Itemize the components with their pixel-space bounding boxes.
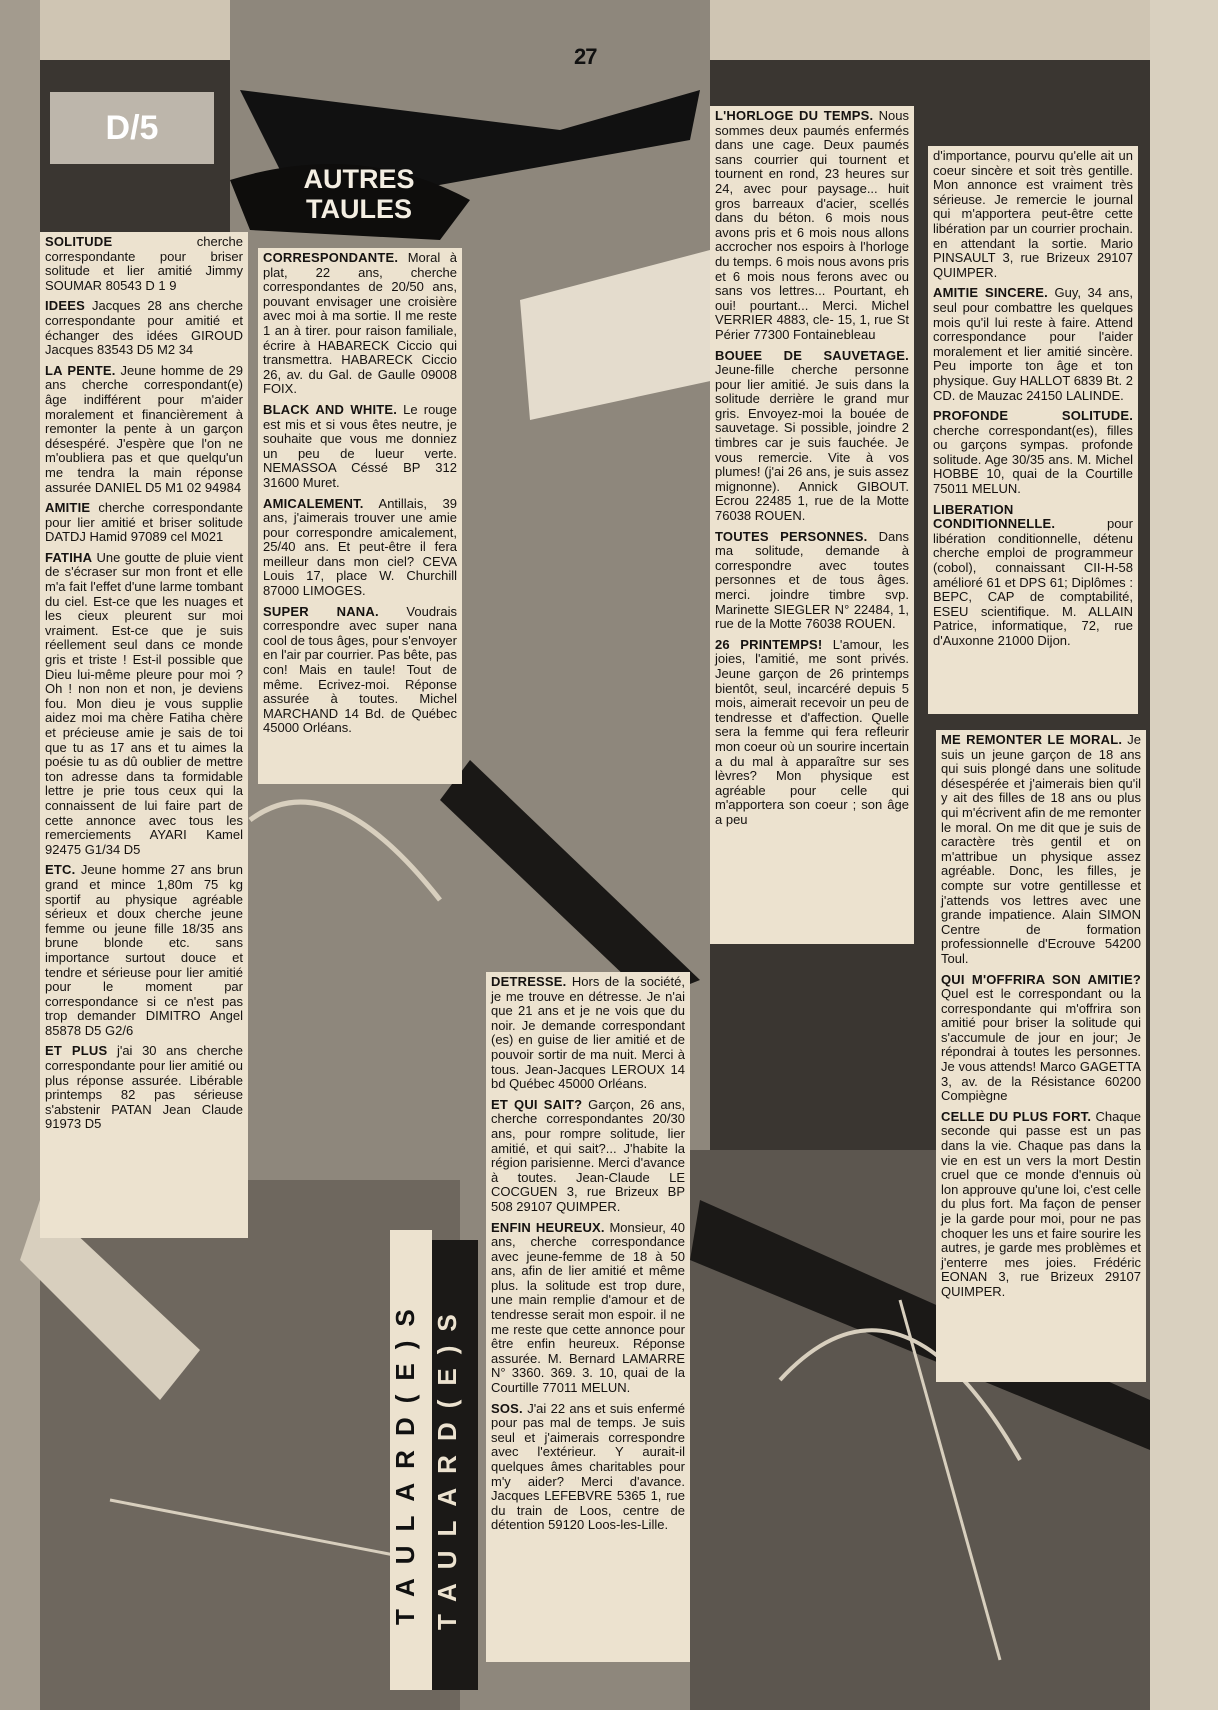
ad [715,109,909,343]
ad [45,551,243,857]
ad [45,299,243,357]
column-3b [486,972,690,1662]
ad-title: L'HORLOGE DU TEMPS. [715,108,874,123]
ad [263,605,457,736]
ad-title: ET PLUS [45,1043,108,1059]
ad-title: SOLITUDE [45,234,113,249]
ad-text: Jeune homme de 29 ans cherche correspondant(e) âge indifférent pour m'aider moralement et financièrement à remonter la pente à un garçon désespéré. J'espère que l'on ne m'oubliera pas et que quelqu'un me tendra la main réponse assurée DANIEL D5 M1 02 94984 [45,362,243,495]
ad-title: ET QUI SAIT? [491,1096,583,1112]
ad-title: ENFIN HEUREUX. [491,1219,605,1235]
ad-title: CORRESPONDANTE. [263,250,399,265]
ad-text: j'ai 30 ans cherche correspondante pour lier amitié ou plus réponse assurée. Libérable printemps 82 pas sérieuse s'abstenir PATAN Jean Claude 91973 D5 [45,1043,244,1132]
ad [933,503,1133,649]
ad-text: Je suis un jeune garçon de 18 ans qui suis plongé dans une solitude désespérée et j'aimerais bien qu'il y ait des filles de 18 ans ou plus qui m'écrivent afin de me remonter le moral. On me dit que je suis de caractère très gentil et on m'attribue un physique assez agréable. Donc, les filles, je compte sur votre gentillesse et j'attends vos lettres avec une grande impatience. Alain SIMON Centre de formation professionnelle d'Ecrouve 54200 Toul. [941,732,1142,966]
ad-title: AMITIE SINCERE. [933,285,1048,301]
ad-title: CELLE DU PLUS FORT. [941,1108,1092,1124]
ad-text: Chaque seconde qui passe est un pas dans la vie. Chaque pas dans la vie en est un vers la mort Destin cruel que ce monde d'ennuis où lon approuve qu'une loi, c'est celle du plus fort. Ma façon de penser je la garde pour moi, pour ne pas choquer les uns et faire sourire les autres, je garde mes problèmes et j'enterre mes joies. Frédéric EONAN 3, rue Brizeux 29107 QUIMPER. [941,1108,1142,1299]
ad-title: LA PENTE. [45,362,116,378]
ad-title: AMITIE [45,500,91,516]
ad [933,149,1133,280]
ad [45,235,243,293]
ad [715,530,909,632]
ad-text: Moral à plat, 22 ans, cherche correspondantes de 20/50 ans, pouvant envisager une croisière avec moi à ma sortie. Il me reste 1 an à tirer. pour raison familiale, écrire à HABARECK Ciccio qui transmettra. HABARECK Ciccio 26, av. du Gal. de Gaulle 09008 FOIX. [263,250,457,397]
ad [715,349,909,524]
ad-title: SOS. [491,1400,523,1416]
ad-title: DETRESSE. [491,974,567,989]
ad [491,975,685,1092]
ad [45,364,243,495]
ad [715,638,909,828]
ad-text: Hors de la société, je me trouve en détresse. Je n'ai que 21 ans et je ne vois que du noir. Je demande correspondant (es) en guise de lier amitié et de pouvoir sortir de ma nuit. Merci à tous. Jean-Jacques LEROUX 14 bd Québec 45000 Orléans. [491,974,685,1092]
ad-text: Jeune homme 27 ans brun grand et mince 1,80m 75 kg sportif au physique agréable sérieux et doux cherche jeune femme ou jeune fille 18/35 ans brune blonde etc. sans importance surtout douce et tendre et sérieuse pour lier amitié pour le moment par correspondance si ce n'est pas trop demander DIMITRO Angel 85878 D5 G2/6 [45,862,243,1038]
ad-title: IDEES [45,298,86,314]
ad [263,497,457,599]
ad-text: Garçon, 26 ans, cherche correspondantes 20/30 ans, pour rompre solitude, lier amitié, et qui sait?... J'habite la région parisienne. Merci d'avance à toutes. Jean-Claude LE COCGUEN 3, rue Brizeux BP 508 29107 QUIMPER. [491,1096,685,1214]
section-badge: D/5 [50,92,214,164]
ad [933,286,1133,403]
page-number: 27 [574,44,597,69]
ad [491,1221,685,1396]
ad [491,1402,685,1533]
column-2 [258,248,462,784]
section-headline: AUTRES TAULES [303,164,415,224]
ad-text: Le rouge est mis et si vous êtes neutre, je souhaite que vous me donniez un peu de lueur verte. NEMASSOA Céssé BP 312 31600 Muret. [263,401,457,490]
ad-text: Jeune-fille cherche personne pour lier amitié. Je suis dans la solitude derrière le grand mur gris. Envoyez-moi la bouée de sauvetage. Si possible, joindre 2 timbres car je suis fauchée. Je vous remercie. Vite à vos plumes! (j'ai 26 ans, je suis assez mignonne). Annick GIBOUT. Ecrou 22485 1, rue de la Motte 76038 ROUEN. [715,362,909,524]
ad-text: Nous sommes deux paumés enfermés dans une cage. Deux paumés sans courrier qui tournent et tournent en rond, 23 heures sur 24, avec pour paysage... huit gros barreaux d'acier, scellés dans du béton. 6 mois nous avons pris et 6 mois nous allons accrocher nos espoirs à l'horloge du temps. 6 mois nous avons pris et 6 mois nous ferons avec ou sans vos lettres... Pourtant, eh oui! pourtant... Merci. Michel VERRIER 4883, cle- 15, 1, rue St Périer 77300 Fontainebleau [715,108,909,342]
ad-title: ME REMONTER LE MORAL. [941,732,1123,747]
ad-title: TOUTES PERSONNES. [715,528,868,544]
ad-title: PROFONDE SOLITUDE. [933,408,1133,424]
ad-title: ETC. [45,862,76,878]
ad-text: Monsieur, 40 ans, cherche correspondance avec jeune-femme de 18 à 50 ans, afin de lier amitié et même plus. la solitude est trop dure, une main remplie d'amour et de tendresse serait mon espoir. il ne me reste que cette annonce pour être enfin heureux. Réponse assurée. M. Bernard LAMARRE N° 3360. 369. 3. 10, quai de la Courtille 77011 MELUN. [491,1219,686,1396]
ad-text: cherche correspondante pour briser solitude et lier amitié Jimmy SOUMAR 80543 D 1 9 [45,234,243,293]
ad-title: SUPER NANA. [263,603,379,619]
ad-text: Une goutte de pluie vient de s'écraser sur mon front et elle m'a fait l'effet d'une larme tombant du ciel. Est-ce que les nuages et les cieux pleurent sur moi vraiment. Est-ce que je suis réellement seul dans ce monde gris et triste ! Est-il possible que Dieu lui-même pleure pour moi ? Oh ! non non et non, je deviens fou. Mon dieu je vous supplie aidez moi ma chère Fatiha chère et précieuse amie je sais de toi que tu as 17 ans et tu aimes la poésie tu as dû oublier de mettre ton adresse dans ta formidable lettre je prie tous ceux qui la connaissent de lui faire part de cette annonce avec tous les remerciements AYARI Kamel 92475 G1/34 D5 [45,549,243,857]
ad [263,251,457,397]
ad-title: 26 PRINTEMPS! [715,636,823,652]
ad-text: d'importance, pourvu qu'elle ait un coeur sincère et soit très gentille. Mon annonce est vraiment très sérieuse. Je remercie le journal qui m'apportera peut-être cette libération par un courrier prochain. en attendant la sortie. Mario PINSAULT 3, rue Brizeux 29107 QUIMPER. [933,148,1133,280]
ad [45,501,243,545]
vertical-title-light: TAULARD(E)S [390,1230,432,1690]
ad-title: BLACK AND WHITE. [263,401,398,417]
ad-title: BOUEE DE SAUVETAGE. [715,347,909,363]
ad-text: Antillais, 39 ans, j'aimerais trouver une amie pour correspondre amicalement, 25/40 ans. Et peut-être il fera meilleur dans mon ciel? CEVA Louis 17, place W. Churchill 87000 LIMOGES. [263,495,457,599]
column-1 [40,232,248,1238]
ad-text: pour libération conditionnelle, détenu cherche emploi de programmeur (cobol), connaissant CII-H-58 amélioré 61 et DPS 61; Diplômes : BEPC, CAP de comptabilité, ESEU scientifique. M. ALLAIN Patrice, informatique, 72, rue d'Auxonne 21000 Dijon. [933,516,1133,648]
ad-text: cherche correspondante pour lier amitié et briser solitude DATDJ Hamid 97089 cel M021 [45,500,243,545]
ad-text: Dans ma solitude, demande à correspondre avec toutes personnes et de tous âges. merci. joindre timbre svp. Marinette SIEGLER N° 22484, 1, rue de la Motte 76038 ROUEN. [715,528,909,632]
column-5 [936,730,1146,1382]
ad-title: LIBERATION CONDITIONNELLE. [933,501,1056,532]
ad-title: AMICALEMENT. [263,495,364,511]
ad-text: J'ai 22 ans et suis enfermé pour pas mal de temps. Je suis seul et j'aimerais correspondre avec l'extérieur. Y aurait-il quelques âmes charitables pour m'y aider? Merci d'avance. Jacques LEFEBVRE 5365 1, rue du train de Loos, centre de détention 59120 Loos-les-Lille. [491,1400,685,1533]
column-4 [928,146,1138,714]
ad-text: Guy, 34 ans, seul pour combattre les quelques mois qu'il lui reste à faire. Attend correspondance pour l'aider moralement et lier amitié sincère. Peu importe ton âge et ton physique. Guy HALLOT 6839 Bt. 2 CD. de Mauzac 24150 LALINDE. [933,285,1133,403]
ad [933,409,1133,497]
ad [941,973,1141,1104]
ad [941,1110,1141,1300]
ad-text: L'amour, les joies, l'amitié, me sont privés. Jeune garçon de 26 printemps bientôt, seul, incarcéré depuis 5 mois, aimerait recevoir un peu de tendresse et d'affection. Quelle sera la femme qui fera refleurir mon coeur où un sourire incertain a du mal à apparaître sur ses lèvres? Mon physique est agréable pour celle qui m'apportera son coeur ; son âge a peu [715,636,910,827]
ad [491,1098,685,1215]
ad-title: QUI M'OFFRIRA SON AMITIE? [941,971,1141,987]
column-3a [710,106,914,944]
ad [45,863,243,1038]
ad-text: Quel est le correspondant ou la correspondante qui m'offrira son amitié pour briser la solitude qui s'accumule de jour en jour; Je répondrai à toutes les personnes. Je vous attends! Marco GAGETTA 3, av. de la Résistance 60200 Compiègne [941,986,1141,1104]
ad-text: Jacques 28 ans cherche correspondante pour amitié et échanger des idées GIROUD Jacques 83543 D5 M2 34 [45,298,243,358]
vertical-title-dark: TAULARD(E)S [432,1240,478,1690]
ad-text: cherche correspondant(es), filles ou garçons sympas. profonde solitude. Age 30/35 ans. M. Michel HOBBE 10, quai de la Courtille 75011 MELUN. [933,422,1133,497]
ad-text: Voudrais correspondre avec super nana cool de tous âges, pour s'envoyer en l'air par courrier. Pas bête, pas con! Mais en taule! Tout de même. Ecrivez-moi. Réponse assurée à toutes. Michel MARCHAND 14 Bd. de Québec 45000 Orléans. [263,603,457,736]
ad [45,1044,243,1132]
ad-title: FATIHA [45,549,93,565]
ad [263,403,457,491]
ad [941,733,1141,967]
